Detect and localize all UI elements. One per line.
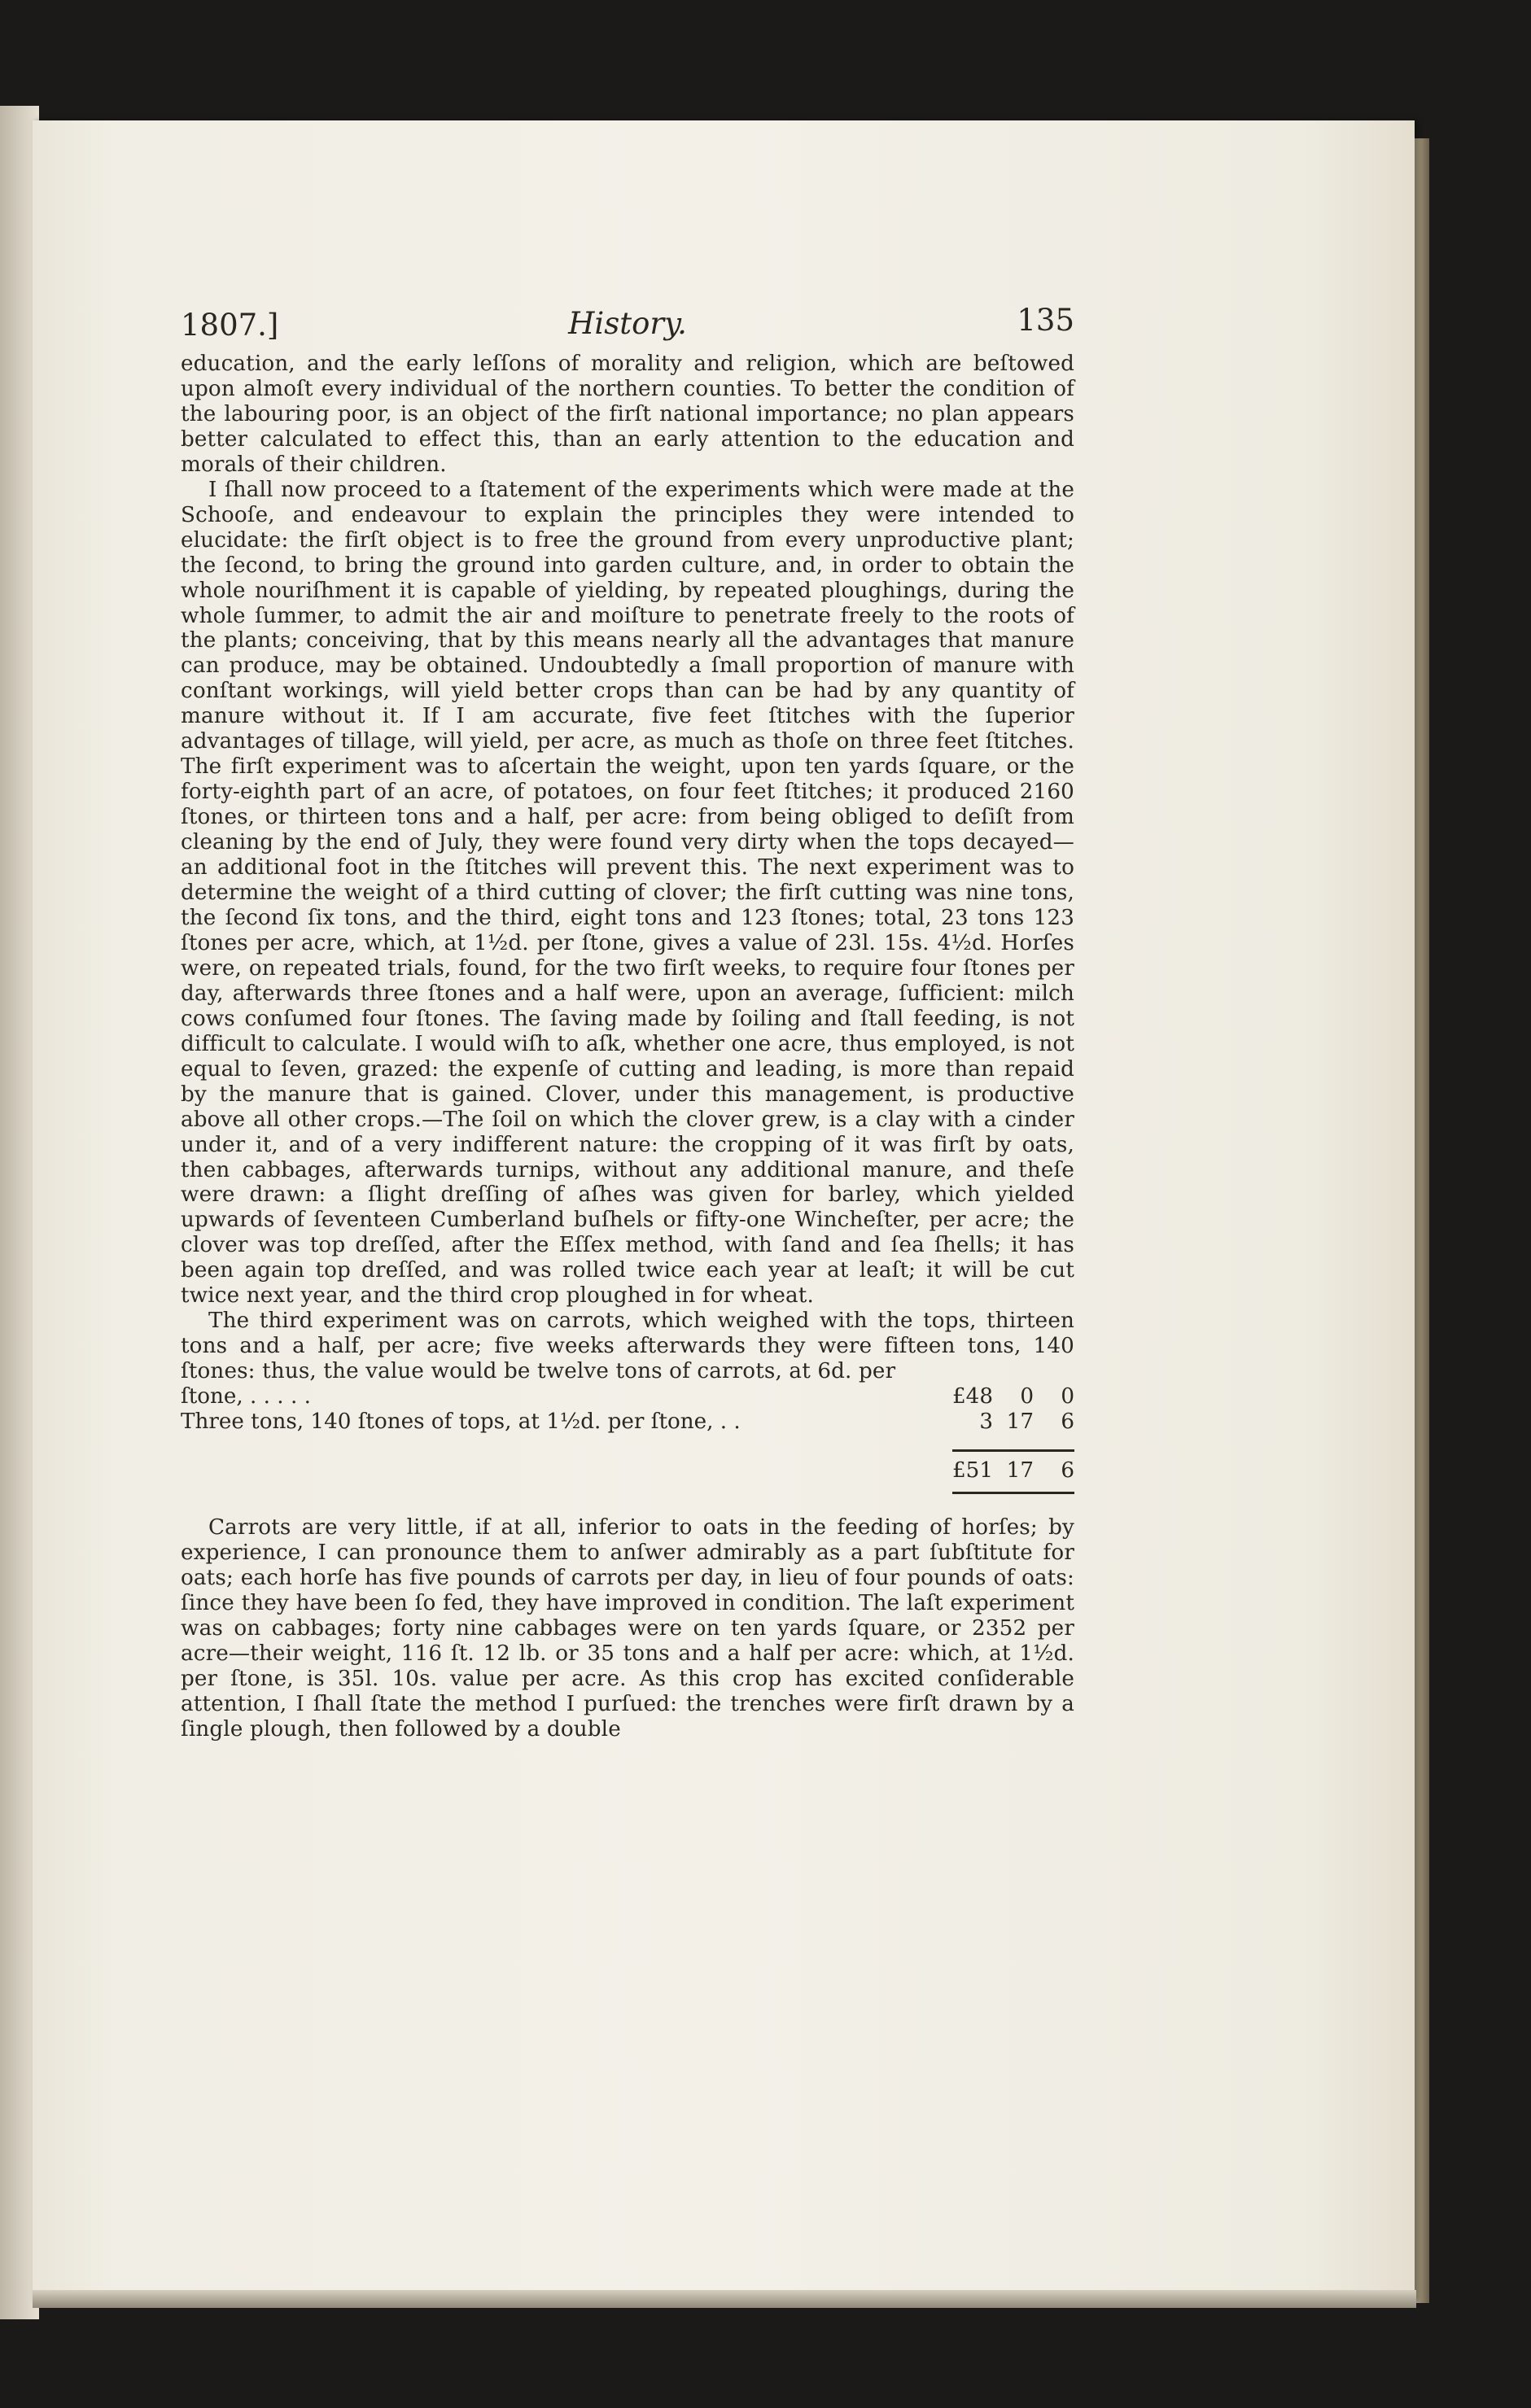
paragraph-2: I ſhall now proceed to a ſtatement of the experiments which were made at the Schooſe, and endeavour to explain the principles they were intended to elucidate: the firſt object is to free the ground from every unproductive plant; the ſecond, to bring the ground into garden culture, and, in order to obtain the whole nouriſhment it is capable of yielding, by repeated ploughings, during the whole ſummer, to admit the air and moiſture to penetrate freely to the roots of the plants; conceiving, that by this means nearly all the advantages that manure can produce, may be obtained. Undoubtedly a ſmall proportion of manure with conſtant workings, will yield better crops than can be had by any quantity of manure without it. If I am accurate, five feet ſtitches with the ſuperior advantages of tillage, will yield, per acre, as much as thoſe on three feet ſtitches. The firſt experiment was to aſcertain the weight, upon ten yards ſquare, or the forty-eighth part of an acre, of potatoes, on four feet ſtitches; it produced 2160 ſtones, or thirteen tons and a half, per acre: from being obliged to deſiſt from cleaning by the end of July, they were found very dirty when the tops decayed—an additional foot in the ſtitches will prevent this. The next experiment was to determine the weight of a third cutting of clover; the firſt cutting was nine tons, the ſecond ſix tons, and the third, eight tons and 123 ſtones; total, 23 tons 123 ſtones per acre, which, at 1½d. per ſtone, gives a value of 23l. 15s. 4½d. Horſes were, on repeated trials, found, for the two firſt weeks, to require four ſtones per day, afterwards three ſtones and a half were, upon an average, ſufficient: milch cows conſumed four ſtones. The ſaving made by ſoiling and ſtall feeding, is not difficult to calculate. I would wiſh to aſk, whether one acre, thus employed, is not equal to ſeven, grazed: the expenſe of cutting and leading, is more than repaid by the manure that is gained. Clover, under this management, is productive above all other crops.—The ſoil on which the clover grew, is a clay with a cinder under it, and of a very indifferent nature: the cropping of it was firſt by oats, then cabbages, afterwards turnips, without any additional manure, and theſe were drawn: a ſlight dreſſing of aſhes was given for barley, which yielded upwards of ſeventeen Cumberland buſhels or fifty-one Wincheſter, per acre; the clover was top dreſſed, after the Eſſex method, with ſand and ſea ſhells; it has been again top dreſſed, and was rolled twice each year at leaſt; it will be cut twice next year, and the third crop ploughed in for wheat.: [181, 477, 1074, 1309]
paragraph-3: The third experiment was on carrots, which weighed with the tops, thirteen tons and a half, per acre; five weeks afterwards they were fifteen tons, 140 ſtones: thus, the value would be twelve tons of carrots, at 6d. per: [181, 1309, 1074, 1384]
ledger-sum-rule: [952, 1449, 1074, 1452]
amount-pounds: 3: [979, 1409, 993, 1435]
amount-shillings: 17: [1006, 1409, 1034, 1435]
amount-pence: 6: [1061, 1409, 1074, 1435]
page-text-block: [181, 303, 1074, 1742]
ledger-row-desc: ſtone, . . . . .: [181, 1384, 311, 1409]
page-bottom-edge: [33, 2290, 1416, 2308]
amount-pence: 0: [1061, 1384, 1074, 1409]
paragraph-1: education, and the early leſſons of morality and religion, which are beſtowed upon almoſt every individual of the northern counties. To better the condition of the labouring poor, is an object of the firſt national importance; no plan appears better calculated to effect this, than an early attention to the education and morals of their children.: [181, 352, 1074, 477]
total-shillings: 17: [1006, 1458, 1034, 1484]
page-number: 135: [1017, 303, 1074, 338]
ledger-row-amount: [936, 1409, 1074, 1435]
ledger-row-amount: [936, 1384, 1074, 1409]
paragraph-4: Carrots are very little, if at all, inferior to oats in the feeding of horſes; by experience, I can pronounce them to anſwer admirably as a part ſubſtitute for oats; each horſe has five pounds of carrots per day, in lieu of four pounds of oats: ſince they have been ſo fed, they have improved in condition. The laſt experiment was on cabbages; forty nine cabbages were on ten yards ſquare, or 2352 per acre—their weight, 116 ſt. 12 lb. or 35 tons and a half per acre: which, at 1½d. per ſtone, is 35l. 10s. value per acre. As this crop has excited conſiderable attention, I ſhall ſtate the method I purſued: the trenches were firſt drawn by a ſingle plough, then followed by a double: [181, 1515, 1074, 1742]
body-text-continued: [181, 1515, 1074, 1742]
body-text: [181, 352, 1074, 1384]
ledger-row-desc: Three tons, 140 ſtones of tops, at 1½d. per ſtone, . .: [181, 1409, 741, 1435]
ledger-row: [181, 1409, 1074, 1435]
amount-pounds: £48: [952, 1384, 993, 1409]
ledger-total-amount: [936, 1458, 1074, 1484]
value-ledger: [181, 1384, 1074, 1494]
ledger-row: [181, 1384, 1074, 1409]
ledger-total-row: [181, 1458, 1074, 1484]
running-header: [181, 303, 1074, 352]
amount-shillings: 0: [1020, 1384, 1034, 1409]
header-title: History.: [568, 306, 687, 341]
total-pounds: £51: [952, 1458, 993, 1484]
total-pence: 6: [1061, 1458, 1074, 1484]
header-date: 1807.]: [181, 308, 279, 343]
